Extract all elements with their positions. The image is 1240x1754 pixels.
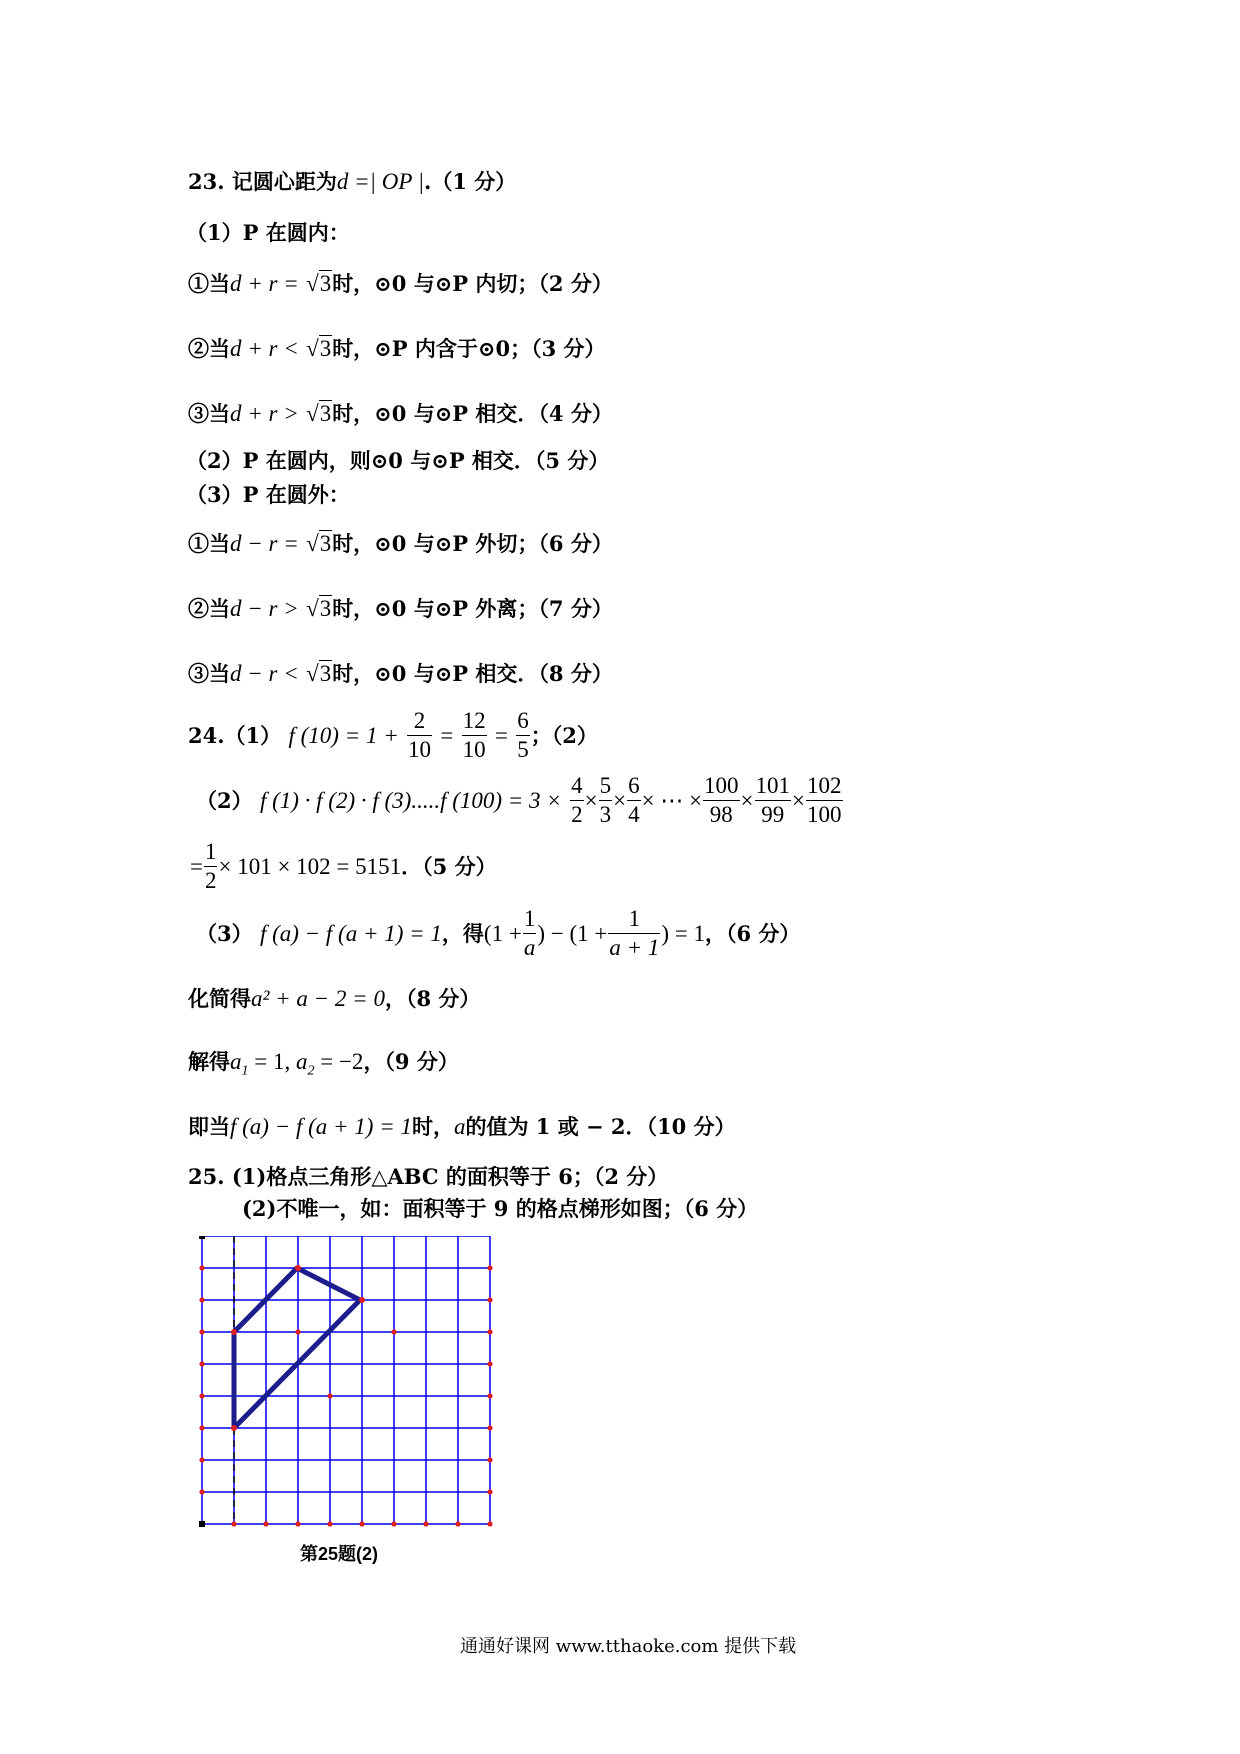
trapezoid-vertex — [359, 1297, 365, 1303]
lattice-dot — [295, 1521, 300, 1526]
trapezoid-vertex — [231, 1329, 237, 1335]
q23-case5: ②当d − r > √3时，⊙0 与⊙P 外离；（7 分） — [188, 596, 613, 621]
corner-marker-top — [199, 1236, 205, 1239]
q23-case3: ③当d + r > √3时，⊙0 与⊙P 相交．（4 分） — [188, 401, 613, 426]
q24-line3: = $\frac{1}{2}$ × 101 × 102 = 5151．（5 分） — [190, 839, 497, 893]
lattice-dot — [487, 1265, 492, 1270]
lattice-dot — [487, 1297, 492, 1302]
q25-line2: (2)不唯一，如：面积等于 9 的格点梯形如图；（6 分） — [242, 1196, 759, 1221]
lattice-dot — [199, 1457, 204, 1462]
lattice-dot — [391, 1329, 396, 1334]
lattice-dot — [199, 1393, 204, 1398]
lattice-dot — [199, 1297, 204, 1302]
lattice-dot — [199, 1329, 204, 1334]
q23-part1: （1）P 在圆内： — [186, 220, 350, 245]
trapezoid-shape — [234, 1268, 360, 1428]
lattice-dot — [391, 1521, 396, 1526]
lattice-dot — [487, 1393, 492, 1398]
lattice-dot — [423, 1521, 428, 1526]
q24-line2: （2） f (1) · f (2) · f (3).....f (100) = 3 × $\frac{4}{2}$ × $\frac{5}{3}$ × $\frac{6}{4}$ × ⋯ × $\frac{100}{98}$ × $\frac{101}{99}$ × $\frac{102}{100}$ — [196, 773, 842, 827]
lattice-dot — [487, 1521, 492, 1526]
lattice-dot — [295, 1329, 300, 1334]
q25-line1: 25. (1)格点三角形△ABC 的面积等于 6；（2 分） — [188, 1164, 669, 1189]
lattice-grid-figure — [196, 1236, 496, 1536]
corner-marker-bottom — [199, 1521, 205, 1527]
q23-case1: ①当d + r = √3时，⊙0 与⊙P 内切；（2 分） — [188, 271, 613, 296]
lattice-dot — [487, 1489, 492, 1494]
lattice-dot — [487, 1425, 492, 1430]
lattice-dot — [199, 1425, 204, 1430]
q23-case6: ③当d − r < √3时，⊙0 与⊙P 相交．（8 分） — [188, 661, 613, 686]
lattice-dot — [263, 1521, 268, 1526]
q24-line7: 即当f (a) − f (a + 1) = 1时，a的值为 1 或 − 2．（10 分） — [188, 1114, 736, 1139]
lattice-dot — [199, 1489, 204, 1494]
figure-caption: 第25题(2) — [300, 1544, 379, 1564]
lattice-dot — [455, 1521, 460, 1526]
lattice-dot — [199, 1265, 204, 1270]
lattice-dot — [487, 1457, 492, 1462]
q24-line5: 化简得a² + a − 2 = 0，（8 分） — [188, 986, 481, 1011]
q23-heading: 23. 记圆心距为d =| OP |.（1 分） — [188, 169, 517, 194]
lattice-dot — [327, 1521, 332, 1526]
lattice-dot — [359, 1521, 364, 1526]
q24-line4: （3） f (a) − f (a + 1) = 1，得(1 + $\frac{1}{a}$ ) − (1 + $\frac{1}{a + 1}$ ) = 1，（6 分） — [196, 906, 801, 960]
q24-line6: 解得$a_1 = 1$, $a_2 = -2$，（9 分） — [188, 1049, 459, 1079]
lattice-dot — [199, 1361, 204, 1366]
footer-source: 通通好课网 www.tthaoke.com 提供下载 — [460, 1636, 797, 1657]
lattice-dot — [231, 1521, 236, 1526]
trapezoid-vertex — [295, 1265, 301, 1271]
lattice-dot — [327, 1393, 332, 1398]
grid-lines — [202, 1236, 490, 1524]
lattice-dot — [487, 1329, 492, 1334]
lattice-dot — [487, 1361, 492, 1366]
q23-part2: （2）P 在圆内，则⊙0 与⊙P 相交．（5 分） — [186, 448, 610, 473]
q23-case4: ①当d − r = √3时，⊙0 与⊙P 外切；（6 分） — [188, 531, 613, 556]
trapezoid-vertex — [231, 1425, 237, 1431]
q24-line1: 24.（1） f (10) = 1 + $\frac{2}{10}$ = $\frac{12}{10}$ = $\frac{6}{5}$ ；（2） — [188, 708, 598, 762]
q23-case2: ②当d + r < √3时，⊙P 内含于⊙0；（3 分） — [188, 336, 606, 361]
q23-part3: （3）P 在圆外： — [186, 482, 350, 507]
